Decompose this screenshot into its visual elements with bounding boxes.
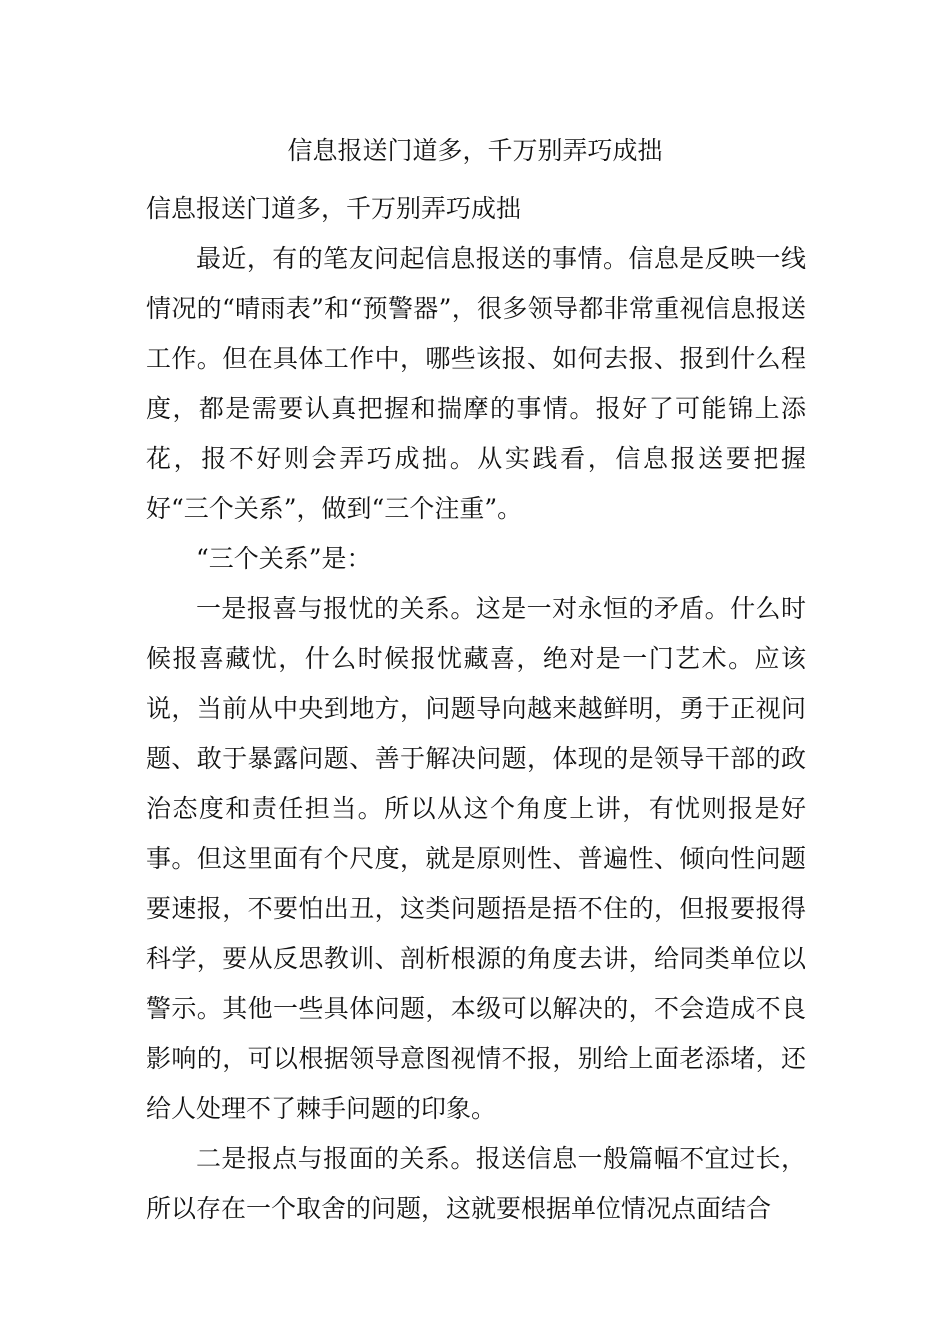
document-body bbox=[146, 184, 806, 1234]
point-two-paragraph: 二是报点与报面的关系。报送信息一般篇幅不宜过长，所以存在一个取舍的问题，这就要根据单位情况点面结合 bbox=[146, 1144, 806, 1223]
page-title: 信息报送门道多，千万别弄巧成拙 bbox=[287, 136, 663, 165]
point-one-paragraph: 一是报喜与报忧的关系。这是一对永恒的矛盾。什么时候报喜藏忧，什么时候报忧藏喜，绝对是一门艺术。应该说，当前从中央到地方，问题导向越来越鲜明，勇于正视问题、敢于暴露问题、善于解决问题，体现的是领导干部的政治态度和责任担当。所以从这个角度上讲，有忧则报是好事。但这里面有个尺度，就是原则性、普遍性、倾向性问题要速报，不要怕出丑，这类问题捂是捂不住的，但报要报得科学，要从反思教训、剖析根源的角度去讲，给同类单位以警示。其他一些具体问题，本级可以解决的，不会造成不良影响的，可以根据领导意图视情不报，别给上面老添堵，还给人处理不了棘手问题的印象。 bbox=[146, 594, 806, 1123]
intro-paragraph: 最近，有的笔友问起信息报送的事情。信息是反映一线情况的“晴雨表”和“预警器”，很多领导都非常重视信息报送工作。但在具体工作中，哪些该报、如何去报、报到什么程度，都是需要认真把握和揣摩的事情。报好了可能锦上添花，报不好则会弄巧成拙。从实践看，信息报送要把握好“三个关系”，做到“三个注重”。 bbox=[146, 244, 806, 523]
section-heading-paragraph: “三个关系”是： bbox=[196, 544, 372, 573]
subtitle-paragraph: 信息报送门道多，千万别弄巧成拙 bbox=[146, 194, 522, 223]
